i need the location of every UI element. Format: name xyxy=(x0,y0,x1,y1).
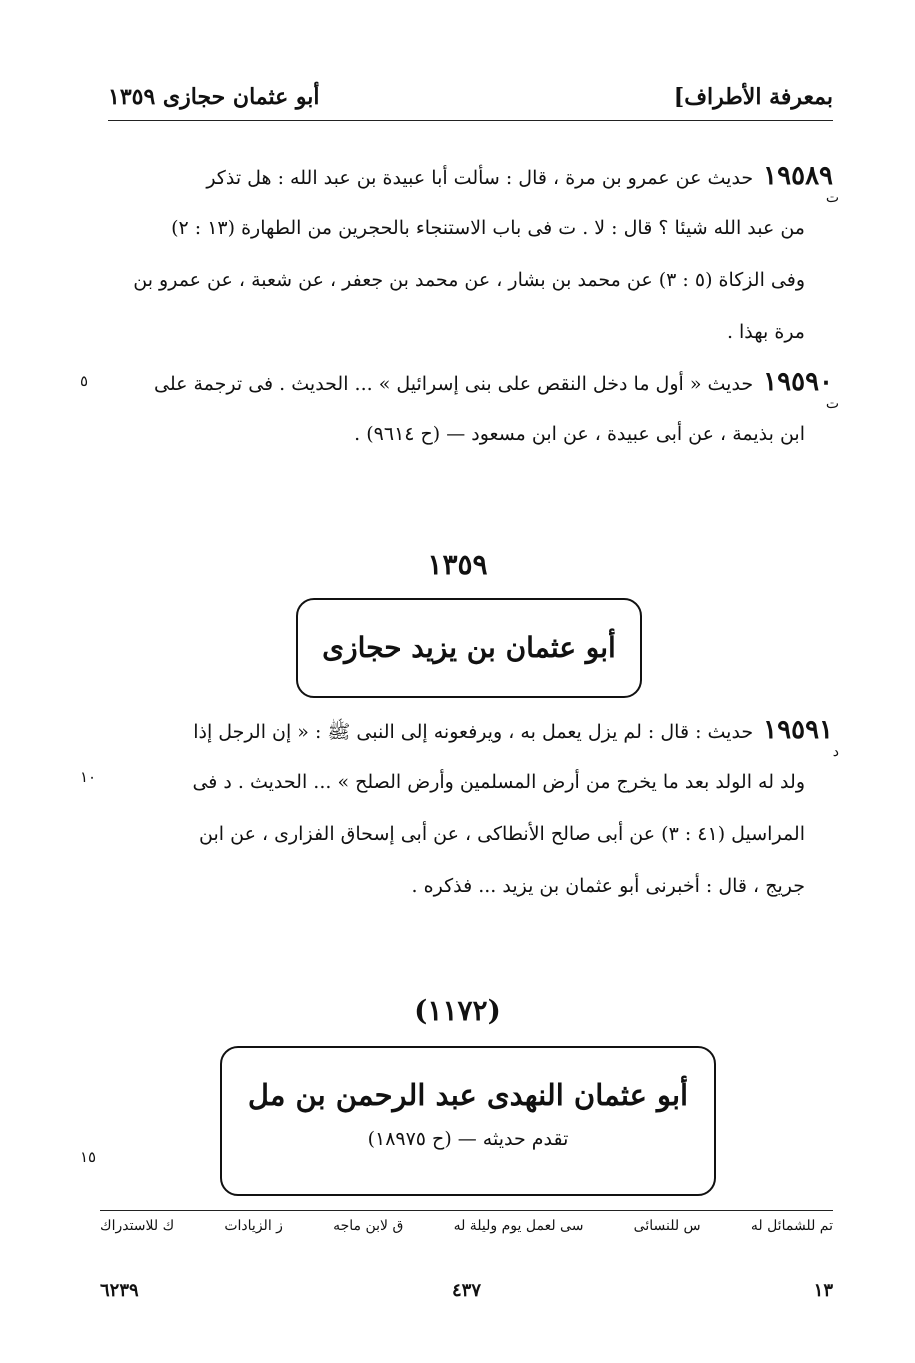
hadith-entry-19590 xyxy=(100,356,839,460)
page-number: ٤٣٧ xyxy=(451,1280,482,1301)
entry-line xyxy=(100,356,833,408)
entry-line: مرة بهذا . xyxy=(726,321,805,343)
abbreviation-item: تم للشمائل له xyxy=(750,1218,833,1234)
page-header xyxy=(108,80,833,121)
abbreviation-item: سى لعمل يوم وليلة له xyxy=(453,1218,584,1234)
entry-line: المراسيل (٤١ : ٣) عن أبى صالح الأنطاكى ، عن أبى إسحاق الفزارى ، عن ابن xyxy=(199,823,805,845)
section-number: ١٣٥٩ xyxy=(427,548,488,581)
hadith-number: ١٩٥٩١ xyxy=(763,715,833,745)
abbreviation-key xyxy=(100,1218,833,1248)
margin-line-number: ١٥ xyxy=(80,1148,97,1166)
source-marker: ت xyxy=(825,396,839,412)
margin-line-number: ٥ xyxy=(80,372,89,390)
volume-number: ١٣ xyxy=(813,1280,833,1301)
section-subtitle: تقدم حديثه — (ح ١٨٩٧٥) xyxy=(367,1128,569,1150)
margin-line-number: ١٠ xyxy=(80,768,97,786)
entry-line: جريج ، قال : أخبرنى أبو عثمان بن يزيد ... فذكره . xyxy=(411,875,805,897)
entry-text: حديث عن عمرو بن مرة ، قال : سألت أبا عبيدة بن عبد الله : هل تذكر xyxy=(206,167,754,189)
entry-line xyxy=(100,150,833,202)
hadith-entry-19589 xyxy=(100,150,839,358)
footnote-divider xyxy=(100,1210,833,1211)
entry-line: ابن بذيمة ، عن أبى عبيدة ، عن ابن مسعود — (ح ٩٦١٤) . xyxy=(354,423,805,445)
entry-line xyxy=(100,704,833,756)
section-title: أبو عثمان النهدى عبد الرحمن بن مل xyxy=(247,1078,689,1112)
abbreviation-item: ق لابن ماجه xyxy=(333,1218,404,1234)
section-number: (١١٧٢) xyxy=(414,994,501,1027)
entry-line: من عبد الله شيئا ؟ قال : لا . ت فى باب الاستنجاء بالحجرين من الطهارة (١٣ : ٢) xyxy=(171,217,805,239)
print-code: ٦٢٣٩ xyxy=(100,1280,139,1301)
source-marker: د xyxy=(832,744,839,760)
entry-text: حديث : قال : لم يزل يعمل به ، ويرفعونه إلى النبى ﷺ : « إن الرجل إذا xyxy=(193,721,754,743)
hadith-number: ١٩٥٨٩ xyxy=(763,161,833,191)
hadith-entry-19591 xyxy=(100,704,839,912)
abbreviation-item: ك للاستدراك xyxy=(100,1218,175,1234)
hadith-number: ١٩٥٩٠ xyxy=(763,367,833,397)
section-title: أبو عثمان بن يزيد حجازى xyxy=(322,631,616,664)
entry-text: حديث « أول ما دخل النقص على بنى إسرائيل » ... الحديث . فى ترجمة على xyxy=(153,373,754,395)
section-title-box xyxy=(220,1046,716,1196)
header-book-title: بمعرفة الأطراف] xyxy=(673,84,833,110)
entry-line: وفى الزكاة (٥ : ٣) عن محمد بن بشار ، عن محمد بن جعفر ، عن شعبة ، عن عمرو بن xyxy=(133,269,805,291)
entry-line: ولد له الولد بعد ما يخرج من أرض المسلمين وأرض الصلح » ... الحديث . د فى xyxy=(192,771,805,793)
header-section-title: أبو عثمان حجازى ١٣٥٩ xyxy=(108,84,320,110)
source-marker: ت xyxy=(825,190,839,206)
abbreviation-item: ز الزيادات xyxy=(224,1218,283,1234)
page-footer xyxy=(100,1280,833,1310)
abbreviation-item: س للنسائى xyxy=(633,1218,701,1234)
section-title-box xyxy=(296,598,642,698)
